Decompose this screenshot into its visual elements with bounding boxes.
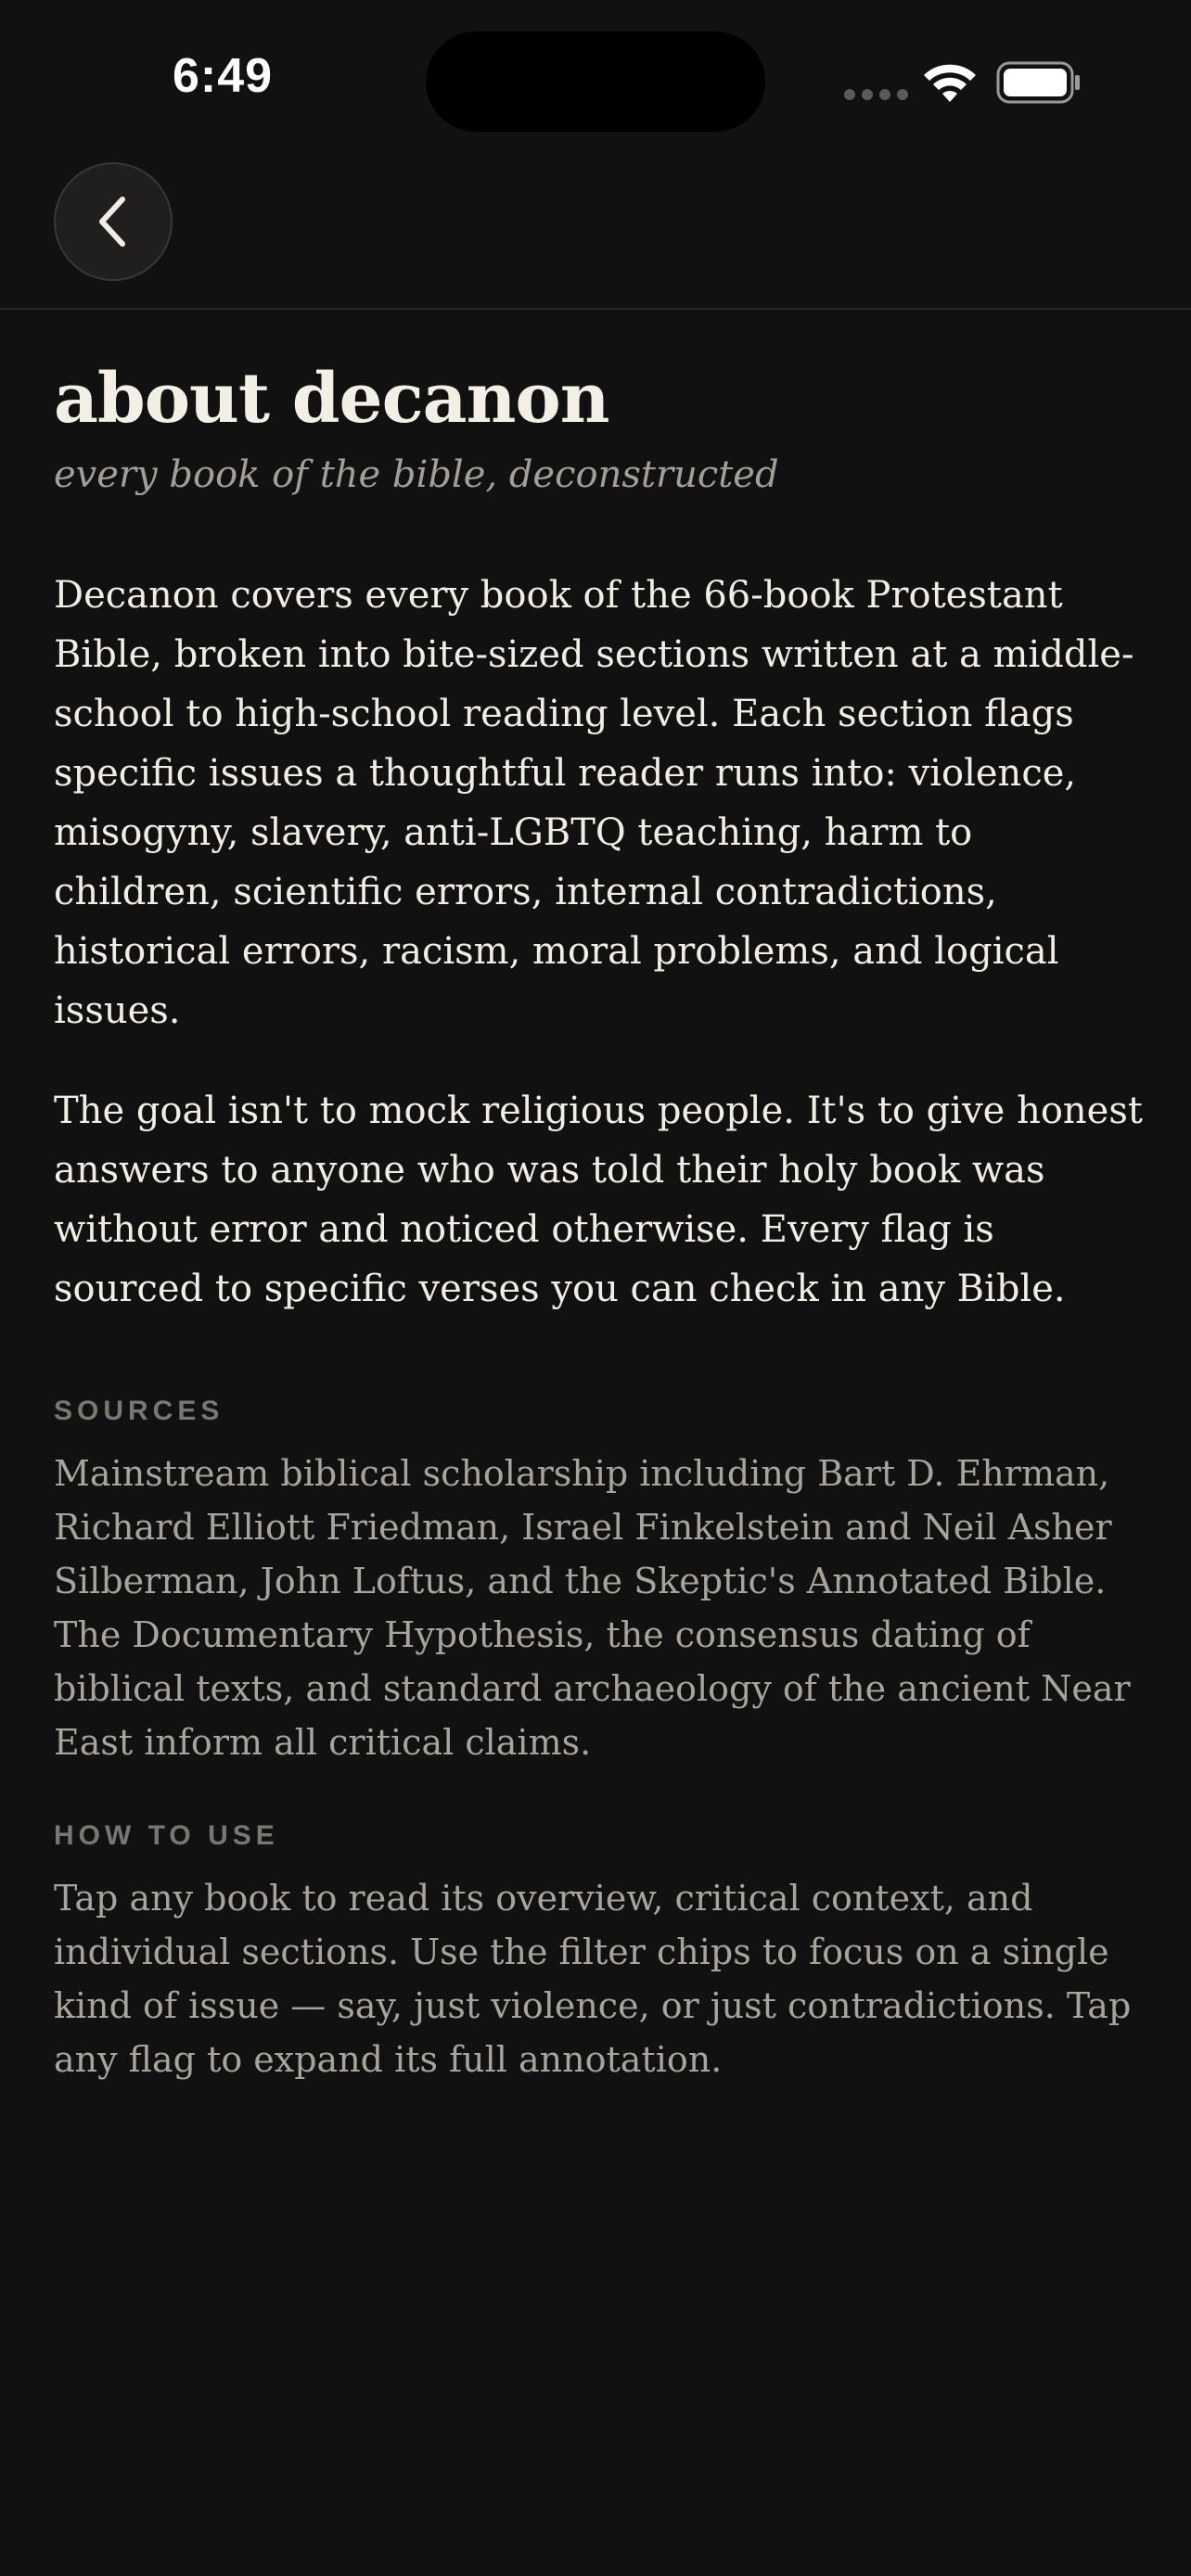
wifi-icon	[920, 61, 980, 104]
goal-paragraph: The goal isn't to mock religious people. It's to give honest answers to anyone who was told their holy book was without error and noticed otherwise. Every flag is sourced to specific verses you can check in any Bible.	[54, 1090, 1143, 1310]
how-to-use-text: Tap any book to read its overview, critical context, and individual sections. Use the filter chips to focus on a single kind of issue — say, just violence, or just contradictions. Tap any flag to expand its full annotation.	[54, 1878, 1132, 2080]
sources-text: Mainstream biblical scholarship including Bart D. Ehrman, Richard Elliott Friedman, Israel Finkelstein and Neil Asher Silberman, John Loftus, and the Skeptic's Annotated Bible. The Documentary Hypothesis, the consensus dating of biblical texts, and standard archaeology of the ancient Near East inform all critical claims.	[54, 1453, 1131, 1763]
nav-header	[0, 148, 1191, 310]
about-content	[54, 352, 1148, 2086]
back-button[interactable]	[54, 162, 173, 281]
cellular-signal-icon	[844, 89, 908, 100]
battery-icon	[996, 61, 1082, 104]
chevron-left-icon	[93, 194, 134, 249]
page-title: about decanon	[54, 359, 609, 439]
status-time: 6:49	[173, 49, 274, 103]
how-to-use-heading: HOW TO USE	[54, 1820, 279, 1851]
intro-paragraph: Decanon covers every book of the 66-book Protestant Bible, broken into bite-sized sections written at a middle-school to high-school reading level. Each section flags specific issues a thoughtful reader runs into: violence, misogyny, slavery, anti-LGBTQ teaching, harm to children, scientific errors, internal contradictions, historical errors, racism, moral problems, and logical issues.	[54, 574, 1134, 1032]
status-bar	[0, 0, 1191, 148]
dynamic-island	[426, 32, 765, 132]
sources-heading: SOURCES	[54, 1396, 224, 1426]
page-subtitle: every book of the bible, deconstructed	[54, 453, 779, 496]
